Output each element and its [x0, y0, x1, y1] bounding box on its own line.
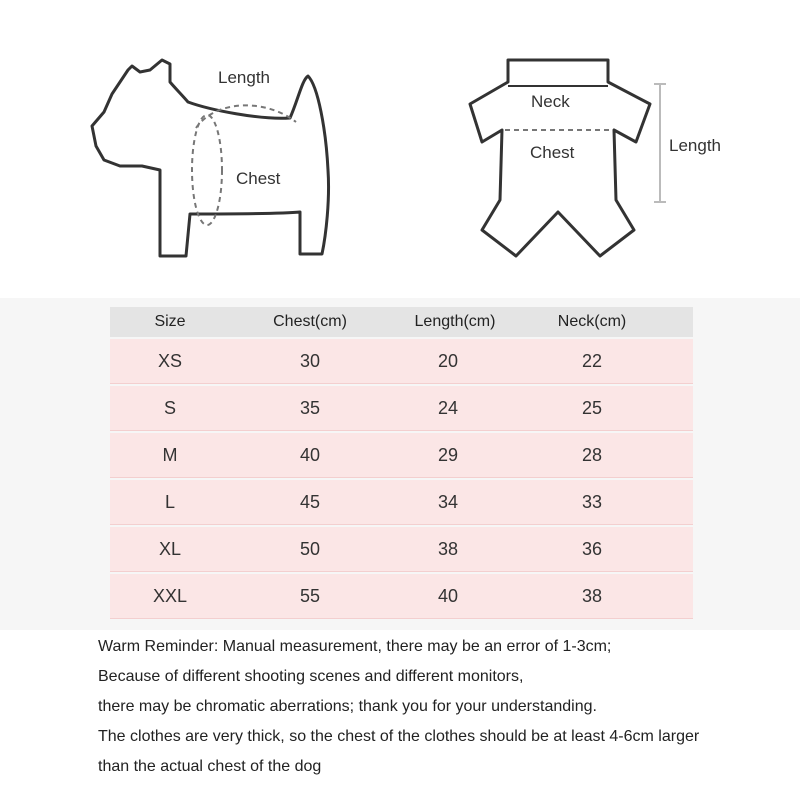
cell-chest: 35 — [299, 397, 321, 418]
cell-neck: 38 — [581, 585, 603, 606]
table-row — [110, 433, 693, 478]
cell-size: S — [163, 397, 176, 418]
table-row — [110, 386, 693, 431]
cell-chest: 40 — [299, 444, 321, 465]
table-row — [110, 574, 693, 619]
cell-chest: 45 — [299, 491, 321, 512]
note-line: than the actual chest of the dog — [98, 758, 322, 775]
size-table — [110, 307, 693, 619]
dog-chest-label: Chest — [236, 169, 281, 188]
note-line: The clothes are very thick, so the chest of the clothes should be at least 4-6cm larger — [98, 728, 700, 745]
cell-chest: 30 — [299, 350, 321, 371]
table-row — [110, 527, 693, 572]
table-row — [110, 480, 693, 525]
cell-chest: 50 — [299, 538, 321, 559]
cell-length: 34 — [437, 491, 459, 512]
cell-size: XXL — [152, 585, 188, 606]
cell-size: XS — [157, 350, 182, 371]
header-length: Length(cm) — [414, 313, 496, 330]
header-size: Size — [154, 313, 186, 330]
measurement-diagram — [0, 0, 800, 300]
notes — [98, 632, 788, 782]
cell-size: M — [162, 444, 178, 465]
note-line: Because of different shooting scenes and different monitors, — [98, 668, 524, 685]
cell-chest: 55 — [299, 585, 321, 606]
table-row — [110, 339, 693, 384]
header-neck: Neck(cm) — [557, 313, 627, 330]
cell-neck: 36 — [581, 538, 603, 559]
cell-neck: 25 — [581, 397, 603, 418]
table-header-row — [110, 307, 693, 337]
cell-size: L — [164, 491, 175, 512]
cell-neck: 22 — [581, 350, 603, 371]
cell-neck: 33 — [581, 491, 603, 512]
dog-length-label: Length — [218, 68, 270, 87]
cell-length: 20 — [437, 350, 459, 371]
note-line: there may be chromatic aberrations; thank you for your understanding. — [98, 698, 597, 715]
cell-size: XL — [158, 538, 182, 559]
header-chest: Chest(cm) — [273, 313, 347, 330]
cell-neck: 28 — [581, 444, 603, 465]
cell-length: 29 — [437, 444, 459, 465]
garment-chest-label: Chest — [530, 143, 575, 162]
garment-length-label: Length — [669, 136, 721, 155]
cell-length: 40 — [437, 585, 459, 606]
note-line: Warm Reminder: Manual measurement, there may be an error of 1-3cm; — [98, 638, 612, 655]
dog-chest-dashed-loop — [192, 115, 222, 225]
dog-outline-icon — [92, 60, 329, 256]
garment-neck-label: Neck — [531, 92, 570, 111]
cell-length: 24 — [437, 397, 459, 418]
cell-length: 38 — [437, 538, 459, 559]
